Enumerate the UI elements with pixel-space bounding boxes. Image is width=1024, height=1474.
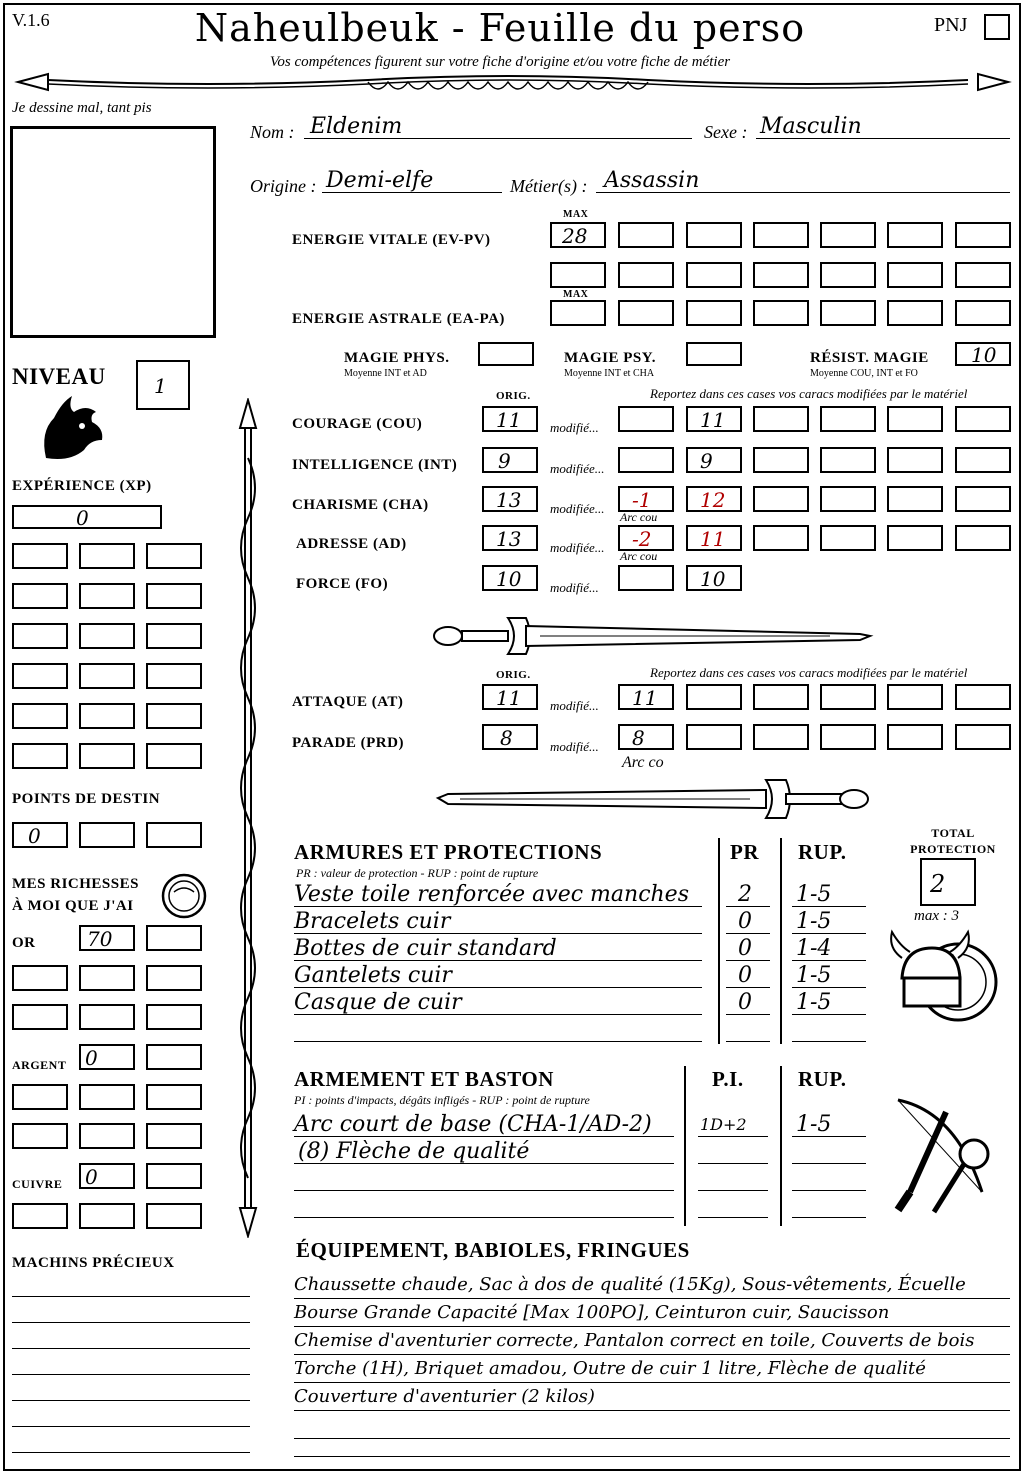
sexe-value: Masculin bbox=[760, 114, 862, 139]
armor-pr-cell[interactable] bbox=[726, 884, 770, 907]
pnj-checkbox[interactable] bbox=[984, 14, 1010, 40]
xp-grid-box[interactable] bbox=[146, 663, 202, 689]
ev-box[interactable] bbox=[686, 222, 742, 248]
at-box[interactable] bbox=[753, 684, 809, 710]
armor-pr: 0 bbox=[738, 909, 752, 934]
ad-mod-note: Arc cou bbox=[620, 549, 658, 563]
nom-value: Eldenim bbox=[310, 114, 403, 139]
precious-line[interactable] bbox=[12, 1406, 250, 1427]
equipment-title: ÉQUIPEMENT, BABIOLES, FRINGUES bbox=[296, 1238, 690, 1262]
argent-box[interactable] bbox=[12, 1084, 68, 1110]
cuivre-value: 0 bbox=[85, 1165, 98, 1189]
argent-box[interactable] bbox=[146, 1084, 202, 1110]
or-label: OR bbox=[12, 935, 36, 951]
weapon-rup-cell[interactable] bbox=[792, 1141, 866, 1164]
armor-name: Bottes de cuir standard bbox=[294, 936, 557, 961]
niveau-box[interactable] bbox=[136, 360, 190, 410]
prd-box[interactable] bbox=[887, 724, 943, 750]
equipment-text: Chemise d'aventurier correcte, Pantalon correct en toile, Couverts de bois bbox=[294, 1330, 975, 1351]
or-box[interactable] bbox=[146, 925, 202, 951]
equipment-line[interactable] bbox=[294, 1330, 1010, 1355]
int-value-box[interactable] bbox=[686, 447, 742, 473]
fo-mod-box[interactable] bbox=[618, 565, 674, 591]
armor-row[interactable] bbox=[294, 938, 702, 961]
armor-subtitle: PR : valeur de protection - RUP : point de rupture bbox=[296, 866, 539, 880]
or-box[interactable] bbox=[79, 965, 135, 991]
xp-box[interactable] bbox=[12, 505, 162, 529]
equipment-text: Torche (1H), Briquet amadou, Outre de cuir 1 litre, Flèche de qualité bbox=[294, 1358, 926, 1379]
armor-pr-cell[interactable] bbox=[726, 992, 770, 1015]
cha-orig-box[interactable] bbox=[482, 486, 538, 512]
total-protection-value: 2 bbox=[930, 870, 946, 898]
xp-grid-box[interactable] bbox=[79, 663, 135, 689]
ea-box[interactable] bbox=[887, 300, 943, 326]
precious-line[interactable] bbox=[12, 1354, 250, 1375]
richesses-label-2: À MOI QUE J'AI bbox=[12, 898, 134, 914]
ad-box[interactable] bbox=[887, 525, 943, 551]
int-value: 9 bbox=[700, 449, 713, 473]
fo-modifie-label: modifié... bbox=[550, 580, 599, 595]
weapon-row[interactable] bbox=[294, 1168, 674, 1191]
ad-orig-box[interactable] bbox=[482, 525, 538, 551]
cuivre-box[interactable] bbox=[79, 1203, 135, 1229]
or-box[interactable] bbox=[146, 965, 202, 991]
xp-label: EXPÉRIENCE (XP) bbox=[12, 478, 152, 494]
cou-mod-box[interactable] bbox=[618, 406, 674, 432]
ad-box[interactable] bbox=[955, 525, 1011, 551]
weapons-column-divider bbox=[780, 1066, 782, 1226]
cou-modifie-label: modifié... bbox=[550, 420, 599, 435]
argent-box[interactable] bbox=[146, 1044, 202, 1070]
sword-icon bbox=[430, 774, 876, 824]
int-box[interactable] bbox=[753, 447, 809, 473]
int-box[interactable] bbox=[955, 447, 1011, 473]
ea-box[interactable] bbox=[955, 300, 1011, 326]
cha-value: 12 bbox=[700, 488, 726, 512]
nom-field[interactable] bbox=[304, 116, 692, 139]
sheet-title: Naheulbeuk - Feuille du perso bbox=[194, 6, 806, 50]
xp-grid-box[interactable] bbox=[79, 583, 135, 609]
prd-orig: 8 bbox=[500, 726, 513, 750]
at-modifie-label: modifié... bbox=[550, 698, 599, 713]
ev-label: ENERGIE VITALE (EV-PV) bbox=[292, 232, 491, 248]
armor-rup-header: RUP. bbox=[798, 840, 847, 864]
fo-orig-box[interactable] bbox=[482, 565, 538, 591]
armor-pr: 2 bbox=[738, 882, 752, 907]
ea-label: ENERGIE ASTRALE (EA-PA) bbox=[292, 311, 505, 327]
prd-value: 8 bbox=[632, 726, 645, 750]
weapon-name: Arc court de base (CHA-1/AD-2) bbox=[294, 1112, 652, 1137]
armor-row[interactable] bbox=[294, 965, 702, 988]
xp-grid-box[interactable] bbox=[12, 543, 68, 569]
weapon-row[interactable] bbox=[294, 1195, 674, 1218]
cha-value-box[interactable] bbox=[686, 486, 742, 512]
int-label: INTELLIGENCE (INT) bbox=[292, 457, 458, 473]
armor-rup-cell[interactable] bbox=[792, 1019, 866, 1042]
xp-grid-box[interactable] bbox=[12, 663, 68, 689]
destin-value: 0 bbox=[28, 824, 41, 848]
weapon-row[interactable] bbox=[294, 1141, 674, 1164]
ad-label: ADRESSE (AD) bbox=[296, 536, 407, 552]
precious-line[interactable] bbox=[12, 1276, 250, 1297]
prd-box[interactable] bbox=[753, 724, 809, 750]
prd-note: Arc co bbox=[622, 754, 664, 771]
metier-value: Assassin bbox=[604, 168, 700, 193]
ev-box[interactable] bbox=[820, 262, 876, 288]
origine-field[interactable] bbox=[322, 170, 502, 193]
xp-grid-box[interactable] bbox=[12, 583, 68, 609]
armor-rup: 1-5 bbox=[796, 990, 832, 1015]
weapons-column-divider bbox=[684, 1066, 686, 1226]
sword-icon bbox=[430, 610, 876, 660]
armor-column-divider bbox=[718, 838, 720, 1044]
precious-line[interactable] bbox=[12, 1328, 250, 1349]
cou-box[interactable] bbox=[820, 406, 876, 432]
ad-value: 11 bbox=[700, 527, 726, 551]
prd-box[interactable] bbox=[955, 724, 1011, 750]
cha-mod-box[interactable] bbox=[618, 486, 674, 512]
prd-orig-box[interactable] bbox=[482, 724, 538, 750]
weapon-name: (8) Flèche de qualité bbox=[298, 1139, 530, 1164]
armor-rup: 1-5 bbox=[796, 963, 832, 988]
weapon-pi-cell[interactable] bbox=[698, 1114, 768, 1137]
ad-mod-box[interactable] bbox=[618, 525, 674, 551]
total-protection-label-2: PROTECTION bbox=[910, 842, 996, 856]
ev-box[interactable] bbox=[887, 222, 943, 248]
weapons-title: ARMEMENT ET BASTON bbox=[294, 1067, 554, 1091]
ev-box[interactable] bbox=[820, 222, 876, 248]
coin-icon bbox=[160, 872, 208, 920]
armor-name: Veste toile renforcée avec manches bbox=[294, 882, 689, 907]
armor-name: Gantelets cuir bbox=[294, 963, 452, 988]
argent-box[interactable] bbox=[79, 1123, 135, 1149]
prd-label: PARADE (PRD) bbox=[292, 735, 404, 751]
magie-psy-note: Moyenne INT et CHA bbox=[564, 368, 655, 379]
resist-magie-value: 10 bbox=[971, 343, 997, 367]
ev-box[interactable] bbox=[618, 222, 674, 248]
fo-value-box[interactable] bbox=[686, 565, 742, 591]
at-orig-box[interactable] bbox=[482, 684, 538, 710]
stats-note: Reportez dans ces cases vos caracs modifiées par le matériel bbox=[650, 386, 968, 401]
xp-grid-box[interactable] bbox=[146, 743, 202, 769]
armor-rup-cell[interactable] bbox=[792, 992, 866, 1015]
armor-name: Bracelets cuir bbox=[294, 909, 451, 934]
ad-box[interactable] bbox=[753, 525, 809, 551]
or-value: 70 bbox=[87, 927, 113, 951]
cuivre-label: CUIVRE bbox=[12, 1177, 63, 1191]
combat-orig-label: ORIG. bbox=[496, 669, 531, 681]
magie-psy-label: MAGIE PSY. bbox=[564, 350, 656, 366]
equipment-line[interactable] bbox=[294, 1386, 1010, 1411]
at-box[interactable] bbox=[686, 684, 742, 710]
equipment-text: Bourse Grande Capacité [Max 100PO], Ceinturon cuir, Saucisson bbox=[294, 1302, 890, 1323]
ev-box[interactable] bbox=[753, 222, 809, 248]
argent-value: 0 bbox=[85, 1046, 98, 1070]
xp-grid-box[interactable] bbox=[12, 703, 68, 729]
equipment-text: Couverture d'aventurier (2 kilos) bbox=[294, 1386, 595, 1407]
equipment-line[interactable] bbox=[294, 1414, 1010, 1439]
weapons-rup-header: RUP. bbox=[798, 1067, 847, 1091]
weapon-pi-cell[interactable] bbox=[698, 1195, 768, 1218]
precious-line[interactable] bbox=[12, 1302, 250, 1323]
xp-grid-box[interactable] bbox=[79, 543, 135, 569]
ev-max-label: MAX bbox=[563, 209, 589, 220]
ad-box[interactable] bbox=[820, 525, 876, 551]
cuivre-box[interactable] bbox=[12, 1203, 68, 1229]
magie-psy-box[interactable] bbox=[686, 342, 742, 366]
xp-grid-box[interactable] bbox=[79, 623, 135, 649]
armor-row[interactable] bbox=[294, 911, 702, 934]
prd-modifie-label: modifié... bbox=[550, 739, 599, 754]
prd-box[interactable] bbox=[820, 724, 876, 750]
at-value-box[interactable] bbox=[618, 684, 674, 710]
fo-label: FORCE (FO) bbox=[296, 576, 389, 592]
destin-label: POINTS DE DESTIN bbox=[12, 791, 161, 807]
ev-box[interactable] bbox=[686, 262, 742, 288]
ea-max-label: MAX bbox=[563, 289, 589, 300]
or-box[interactable] bbox=[146, 1004, 202, 1030]
at-label: ATTAQUE (AT) bbox=[292, 694, 404, 710]
xp-grid-box[interactable] bbox=[79, 743, 135, 769]
xp-grid-box[interactable] bbox=[12, 743, 68, 769]
ev-box[interactable] bbox=[955, 262, 1011, 288]
stats-orig-label: ORIG. bbox=[496, 390, 531, 402]
xp-grid-box[interactable] bbox=[146, 623, 202, 649]
ev-box[interactable] bbox=[887, 262, 943, 288]
weapons-pi-header: P.I. bbox=[712, 1067, 744, 1091]
or-box[interactable] bbox=[79, 925, 135, 951]
weapons-subtitle: PI : points d'impacts, dégâts infligés - RUP : point de rupture bbox=[294, 1093, 590, 1107]
ad-value-box[interactable] bbox=[686, 525, 742, 551]
armor-rup-cell[interactable] bbox=[792, 965, 866, 988]
dragon-head-icon bbox=[38, 392, 108, 464]
resist-magie-box[interactable] bbox=[955, 342, 1011, 366]
cha-mod-note: Arc cou bbox=[620, 510, 658, 524]
xp-grid-box[interactable] bbox=[146, 543, 202, 569]
armor-rup: 1-4 bbox=[796, 936, 832, 961]
cuivre-box[interactable] bbox=[146, 1163, 202, 1189]
ev-max-value: 28 bbox=[562, 224, 588, 248]
armor-rup-cell[interactable] bbox=[792, 884, 866, 907]
niveau-label: NIVEAU bbox=[12, 364, 106, 389]
crossed-weapons-icon bbox=[886, 1092, 1006, 1222]
cou-value: 11 bbox=[700, 408, 726, 432]
armor-pr-cell[interactable] bbox=[726, 938, 770, 961]
int-orig-box[interactable] bbox=[482, 447, 538, 473]
ea-box[interactable] bbox=[753, 300, 809, 326]
armor-name: Casque de cuir bbox=[294, 990, 462, 1015]
niveau-value: 1 bbox=[154, 374, 167, 398]
armor-column-divider bbox=[780, 838, 782, 1044]
metier-label: Métier(s) : bbox=[510, 176, 588, 196]
equipment-line[interactable] bbox=[294, 1302, 1010, 1327]
argent-label: ARGENT bbox=[12, 1058, 67, 1072]
weapon-pi-cell[interactable] bbox=[698, 1168, 768, 1191]
xp-grid-box[interactable] bbox=[79, 703, 135, 729]
portrait-caption: Je dessine mal, tant pis bbox=[12, 100, 152, 116]
prd-value-box[interactable] bbox=[618, 724, 674, 750]
armor-pr-header: PR bbox=[730, 840, 759, 864]
armor-pr-cell[interactable] bbox=[726, 911, 770, 934]
argent-box[interactable] bbox=[12, 1123, 68, 1149]
resist-magie-note: Moyenne COU, INT et FO bbox=[810, 368, 918, 379]
weapon-rup: 1-5 bbox=[796, 1112, 832, 1137]
equipment-line[interactable] bbox=[294, 1442, 1010, 1457]
destin-box[interactable] bbox=[79, 822, 135, 848]
armor-rup: 1-5 bbox=[796, 909, 832, 934]
cha-modifiee-label: modifiée... bbox=[550, 501, 605, 516]
cou-label: COURAGE (COU) bbox=[292, 416, 423, 432]
sheet-subtitle: Vos compétences figurent sur votre fiche d'origine et/ou votre fiche de métier bbox=[269, 54, 731, 70]
armor-row[interactable] bbox=[294, 884, 702, 907]
cha-box[interactable] bbox=[887, 486, 943, 512]
armor-rup: 1-5 bbox=[796, 882, 832, 907]
armor-pr-cell[interactable] bbox=[726, 1019, 770, 1042]
int-orig: 9 bbox=[498, 449, 511, 473]
ad-orig: 13 bbox=[496, 527, 522, 551]
precious-line[interactable] bbox=[12, 1432, 250, 1453]
armor-rup-cell[interactable] bbox=[792, 938, 866, 961]
int-mod-box[interactable] bbox=[618, 447, 674, 473]
cou-box[interactable] bbox=[887, 406, 943, 432]
cuivre-box[interactable] bbox=[79, 1163, 135, 1189]
at-box[interactable] bbox=[887, 684, 943, 710]
version-label: V.1.6 bbox=[12, 10, 50, 30]
ad-mod: -2 bbox=[632, 527, 652, 551]
ev-box[interactable] bbox=[550, 262, 606, 288]
resist-magie-label: RÉSIST. MAGIE bbox=[810, 350, 929, 366]
xp-grid-box[interactable] bbox=[146, 583, 202, 609]
equipment-line[interactable] bbox=[294, 1274, 1010, 1299]
ea-max-box[interactable] bbox=[550, 300, 606, 326]
ev-box[interactable] bbox=[955, 222, 1011, 248]
weapon-pi-cell[interactable] bbox=[698, 1141, 768, 1164]
armor-title: ARMURES ET PROTECTIONS bbox=[294, 840, 603, 864]
sexe-label: Sexe : bbox=[704, 122, 748, 142]
cuivre-box[interactable] bbox=[146, 1203, 202, 1229]
argent-box[interactable] bbox=[79, 1044, 135, 1070]
portrait-box[interactable] bbox=[10, 126, 216, 338]
cha-box[interactable] bbox=[820, 486, 876, 512]
destin-box[interactable] bbox=[12, 822, 68, 848]
magie-phys-note: Moyenne INT et AD bbox=[344, 368, 427, 379]
cou-orig-box[interactable] bbox=[482, 406, 538, 432]
origine-value: Demi-elfe bbox=[326, 168, 434, 193]
at-orig: 11 bbox=[496, 686, 522, 710]
ev-max-box[interactable] bbox=[550, 222, 606, 248]
equipment-line[interactable] bbox=[294, 1358, 1010, 1383]
ea-box[interactable] bbox=[686, 300, 742, 326]
armor-row[interactable] bbox=[294, 992, 702, 1015]
armor-pr: 0 bbox=[738, 990, 752, 1015]
max-protection-note: max : 3 bbox=[914, 908, 959, 924]
int-box[interactable] bbox=[887, 447, 943, 473]
spear-icon bbox=[232, 398, 264, 1238]
prd-box[interactable] bbox=[686, 724, 742, 750]
nom-label: Nom : bbox=[250, 122, 295, 142]
spear-divider-icon bbox=[8, 66, 1016, 106]
cha-orig: 13 bbox=[496, 488, 522, 512]
ad-modifiee-label: modifiée... bbox=[550, 540, 605, 555]
magie-phys-label: MAGIE PHYS. bbox=[344, 350, 450, 366]
cha-box[interactable] bbox=[753, 486, 809, 512]
pnj-label: PNJ bbox=[934, 14, 968, 36]
armor-row[interactable] bbox=[294, 1019, 702, 1042]
metier-field[interactable] bbox=[596, 170, 1010, 193]
at-value: 11 bbox=[632, 686, 658, 710]
machins-precieux-label: MACHINS PRÉCIEUX bbox=[12, 1255, 175, 1271]
argent-box[interactable] bbox=[79, 1084, 135, 1110]
total-protection-label: TOTAL bbox=[931, 826, 975, 840]
cha-label: CHARISME (CHA) bbox=[292, 497, 429, 513]
int-modifiee-label: modifiée... bbox=[550, 461, 605, 476]
ev-box[interactable] bbox=[618, 262, 674, 288]
weapon-pi: 1D+2 bbox=[700, 1115, 747, 1134]
fo-value: 10 bbox=[700, 567, 726, 591]
argent-box[interactable] bbox=[146, 1123, 202, 1149]
cou-box[interactable] bbox=[753, 406, 809, 432]
int-box[interactable] bbox=[820, 447, 876, 473]
or-box[interactable] bbox=[12, 1004, 68, 1030]
cha-box[interactable] bbox=[955, 486, 1011, 512]
armor-rup-cell[interactable] bbox=[792, 911, 866, 934]
xp-grid-box[interactable] bbox=[12, 623, 68, 649]
fo-orig: 10 bbox=[496, 567, 522, 591]
ea-box[interactable] bbox=[618, 300, 674, 326]
combat-note: Reportez dans ces cases vos caracs modifiées par le matériel bbox=[650, 665, 968, 680]
or-box[interactable] bbox=[79, 1004, 135, 1030]
ev-box[interactable] bbox=[753, 262, 809, 288]
ea-box[interactable] bbox=[820, 300, 876, 326]
weapon-row[interactable] bbox=[294, 1114, 674, 1137]
cou-value-box[interactable] bbox=[686, 406, 742, 432]
armor-pr: 0 bbox=[738, 963, 752, 988]
cha-mod: -1 bbox=[632, 488, 652, 512]
armor-pr: 0 bbox=[738, 936, 752, 961]
at-box[interactable] bbox=[955, 684, 1011, 710]
magie-phys-box[interactable] bbox=[478, 342, 534, 366]
weapon-rup-cell[interactable] bbox=[792, 1114, 866, 1137]
cou-box[interactable] bbox=[955, 406, 1011, 432]
richesses-label: MES RICHESSES bbox=[12, 876, 139, 892]
destin-box[interactable] bbox=[146, 822, 202, 848]
xp-grid-box[interactable] bbox=[146, 703, 202, 729]
armor-pr-cell[interactable] bbox=[726, 965, 770, 988]
total-protection-box[interactable] bbox=[920, 858, 976, 906]
helmet-shield-icon bbox=[888, 928, 998, 1028]
sexe-field[interactable] bbox=[756, 116, 1010, 139]
precious-line[interactable] bbox=[12, 1380, 250, 1401]
at-box[interactable] bbox=[820, 684, 876, 710]
cou-orig: 11 bbox=[496, 408, 522, 432]
xp-value: 0 bbox=[76, 506, 89, 530]
equipment-text: Chaussette chaude, Sac à dos de qualité (15Kg), Sous-vêtements, Écuelle bbox=[294, 1274, 966, 1295]
or-box[interactable] bbox=[12, 965, 68, 991]
weapon-rup-cell[interactable] bbox=[792, 1195, 866, 1218]
weapon-rup-cell[interactable] bbox=[792, 1168, 866, 1191]
origine-label: Origine : bbox=[250, 176, 317, 196]
